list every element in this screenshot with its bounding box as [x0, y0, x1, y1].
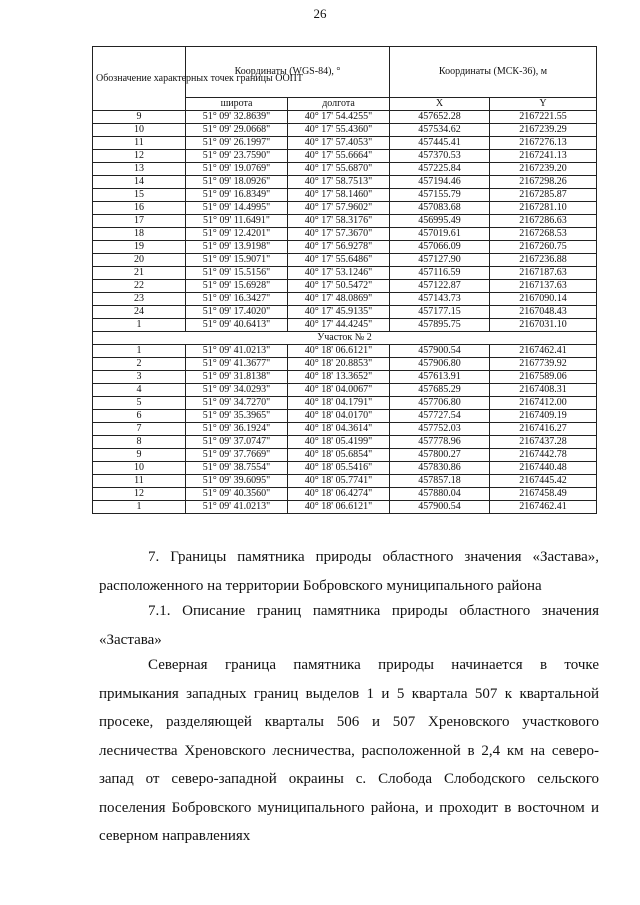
x-cell: 457225.84	[390, 163, 490, 176]
x-cell: 457900.54	[390, 345, 490, 358]
y-cell: 2167285.87	[490, 189, 597, 202]
lat-cell: 51° 09' 18.0926"	[186, 176, 288, 189]
x-cell: 457019.61	[390, 228, 490, 241]
point-cell: 11	[93, 137, 186, 150]
lat-cell: 51° 09' 12.4201"	[186, 228, 288, 241]
table-row	[93, 111, 597, 124]
x-cell: 457880.04	[390, 488, 490, 501]
lat-cell: 51° 09' 39.6095"	[186, 475, 288, 488]
lon-cell: 40° 17' 58.3176"	[288, 215, 390, 228]
lat-cell: 51° 09' 17.4020"	[186, 306, 288, 319]
lon-cell: 40° 18' 06.6121"	[288, 501, 390, 514]
point-cell: 22	[93, 280, 186, 293]
lat-cell: 51° 09' 15.5156"	[186, 267, 288, 280]
point-cell: 24	[93, 306, 186, 319]
y-cell: 2167298.26	[490, 176, 597, 189]
lon-cell: 40° 18' 05.6854"	[288, 449, 390, 462]
y-cell: 2167276.13	[490, 137, 597, 150]
lat-cell: 51° 09' 11.6491"	[186, 215, 288, 228]
lat-cell: 51° 09' 36.1924"	[186, 423, 288, 436]
y-cell: 2167412.00	[490, 397, 597, 410]
lon-cell: 40° 18' 04.0067"	[288, 384, 390, 397]
table-row	[93, 423, 597, 436]
point-cell: 2	[93, 358, 186, 371]
lat-cell: 51° 09' 16.8349"	[186, 189, 288, 202]
point-cell: 9	[93, 111, 186, 124]
y-cell: 2167187.63	[490, 267, 597, 280]
lon-cell: 40° 17' 55.6486"	[288, 254, 390, 267]
lat-cell: 51° 09' 41.0213"	[186, 501, 288, 514]
x-cell: 457194.46	[390, 176, 490, 189]
table-row	[93, 449, 597, 462]
lon-cell: 40° 18' 13.3652"	[288, 371, 390, 384]
y-cell: 2167090.14	[490, 293, 597, 306]
x-cell: 457127.90	[390, 254, 490, 267]
point-cell: 7	[93, 423, 186, 436]
x-cell: 457895.75	[390, 319, 490, 332]
lat-cell: 51° 09' 26.1997"	[186, 137, 288, 150]
header-point: Обозначение характерных точек границы ООПТ	[93, 47, 186, 111]
table-row	[93, 254, 597, 267]
lon-cell: 40° 17' 50.5472"	[288, 280, 390, 293]
lat-cell: 51° 09' 34.7270"	[186, 397, 288, 410]
table-row	[93, 462, 597, 475]
header-wgs: Координаты (WGS-84), °	[186, 47, 390, 98]
x-cell: 457727.54	[390, 410, 490, 423]
table-row	[93, 397, 597, 410]
point-cell: 1	[93, 345, 186, 358]
table-row	[93, 189, 597, 202]
lat-cell: 51° 09' 15.9071"	[186, 254, 288, 267]
lon-cell: 40° 17' 53.1246"	[288, 267, 390, 280]
lon-cell: 40° 18' 05.7741"	[288, 475, 390, 488]
point-cell: 6	[93, 410, 186, 423]
lat-cell: 51° 09' 40.3560"	[186, 488, 288, 501]
lat-cell: 51° 09' 40.6413"	[186, 319, 288, 332]
x-cell: 457122.87	[390, 280, 490, 293]
x-cell: 457830.86	[390, 462, 490, 475]
lon-cell: 40° 17' 56.9278"	[288, 241, 390, 254]
lat-cell: 51° 09' 15.6928"	[186, 280, 288, 293]
lat-cell: 51° 09' 13.9198"	[186, 241, 288, 254]
point-cell: 18	[93, 228, 186, 241]
table-row	[93, 241, 597, 254]
coordinates-table	[92, 46, 597, 514]
y-cell: 2167408.31	[490, 384, 597, 397]
point-cell: 4	[93, 384, 186, 397]
y-cell: 2167286.63	[490, 215, 597, 228]
x-cell: 457685.29	[390, 384, 490, 397]
lon-cell: 40° 17' 57.3670"	[288, 228, 390, 241]
lon-cell: 40° 17' 48.0869"	[288, 293, 390, 306]
table-row	[93, 384, 597, 397]
point-cell: 23	[93, 293, 186, 306]
y-cell: 2167031.10	[490, 319, 597, 332]
point-cell: 10	[93, 462, 186, 475]
x-cell: 457155.79	[390, 189, 490, 202]
lon-cell: 40° 17' 45.9135"	[288, 306, 390, 319]
lat-cell: 51° 09' 35.3965"	[186, 410, 288, 423]
x-cell: 457613.91	[390, 371, 490, 384]
table-row	[93, 501, 597, 514]
table-row	[93, 410, 597, 423]
y-cell: 2167268.53	[490, 228, 597, 241]
x-cell: 457857.18	[390, 475, 490, 488]
y-cell: 2167739.92	[490, 358, 597, 371]
header-y: Y	[490, 98, 597, 111]
lat-cell: 51° 09' 23.7590"	[186, 150, 288, 163]
lat-cell: 51° 09' 37.0747"	[186, 436, 288, 449]
y-cell: 2167239.29	[490, 124, 597, 137]
page-number: 26	[313, 6, 327, 21]
table-row	[93, 358, 597, 371]
point-cell: 21	[93, 267, 186, 280]
lat-cell: 51° 09' 34.0293"	[186, 384, 288, 397]
y-cell: 2167221.55	[490, 111, 597, 124]
y-cell: 2167260.75	[490, 241, 597, 254]
table-row	[93, 137, 597, 150]
lon-cell: 40° 18' 06.4274"	[288, 488, 390, 501]
lon-cell: 40° 17' 55.6870"	[288, 163, 390, 176]
point-cell: 20	[93, 254, 186, 267]
header-msk: Координаты (МСК-36), м	[390, 47, 597, 98]
table-row	[93, 215, 597, 228]
point-cell: 10	[93, 124, 186, 137]
lat-cell: 51° 09' 31.8138"	[186, 371, 288, 384]
point-cell: 17	[93, 215, 186, 228]
lon-cell: 40° 18' 20.8853"	[288, 358, 390, 371]
y-cell: 2167442.78	[490, 449, 597, 462]
point-cell: 15	[93, 189, 186, 202]
heading-section-7: 7. Границы памятника природы областного значения «Застава», расположенного на территории Бобровского муниципального района	[99, 549, 599, 594]
lat-cell: 51° 09' 32.8639"	[186, 111, 288, 124]
y-cell: 2167462.41	[490, 501, 597, 514]
lat-cell: 51° 09' 41.0213"	[186, 345, 288, 358]
x-cell: 457534.62	[390, 124, 490, 137]
y-cell: 2167416.27	[490, 423, 597, 436]
lon-cell: 40° 18' 05.4199"	[288, 436, 390, 449]
lat-cell: 51° 09' 19.0769"	[186, 163, 288, 176]
point-cell: 3	[93, 371, 186, 384]
table-row	[93, 163, 597, 176]
lon-cell: 40° 18' 04.1791"	[288, 397, 390, 410]
lon-cell: 40° 17' 58.1460"	[288, 189, 390, 202]
point-cell: 11	[93, 475, 186, 488]
x-cell: 457370.53	[390, 150, 490, 163]
table-row	[93, 488, 597, 501]
lon-cell: 40° 18' 04.3614"	[288, 423, 390, 436]
lon-cell: 40° 17' 54.4255"	[288, 111, 390, 124]
header-lat: широта	[186, 98, 288, 111]
x-cell: 457906.80	[390, 358, 490, 371]
x-cell: 457800.27	[390, 449, 490, 462]
y-cell: 2167048.43	[490, 306, 597, 319]
point-cell: 1	[93, 319, 186, 332]
point-cell: 12	[93, 150, 186, 163]
point-cell: 19	[93, 241, 186, 254]
table-section-divider	[93, 332, 597, 345]
point-cell: 13	[93, 163, 186, 176]
y-cell: 2167409.19	[490, 410, 597, 423]
table-body-section-1	[93, 111, 597, 332]
table-row	[93, 202, 597, 215]
table-row	[93, 371, 597, 384]
table-row	[93, 306, 597, 319]
lat-cell: 51° 09' 41.3677"	[186, 358, 288, 371]
x-cell: 457177.15	[390, 306, 490, 319]
point-cell: 1	[93, 501, 186, 514]
y-cell: 2167440.48	[490, 462, 597, 475]
y-cell: 2167239.20	[490, 163, 597, 176]
lon-cell: 40° 17' 44.4245"	[288, 319, 390, 332]
point-cell: 8	[93, 436, 186, 449]
x-cell: 457083.68	[390, 202, 490, 215]
table-row	[93, 345, 597, 358]
header-lon: долгота	[288, 98, 390, 111]
y-cell: 2167241.13	[490, 150, 597, 163]
table-row	[93, 228, 597, 241]
lat-cell: 51° 09' 37.7669"	[186, 449, 288, 462]
y-cell: 2167281.10	[490, 202, 597, 215]
x-cell: 457652.28	[390, 111, 490, 124]
y-cell: 2167137.63	[490, 280, 597, 293]
lat-cell: 51° 09' 16.3427"	[186, 293, 288, 306]
x-cell: 457066.09	[390, 241, 490, 254]
paragraph-description: Северная граница памятника природы начинается в точке примыкания западных границ выделов 1 и 5 квартала 507 к квартальной просеке, разделяющей кварталы 506 и 507 Хреновского участкового лесничества Хреновского лесничества, расположенной в 2,4 км на северо-запад от северо-западной окраины с. Слобода Слободского сельского поселения Бобровского муниципального района, и проходит в восточном и северном направлениях	[99, 657, 599, 844]
table-row	[93, 436, 597, 449]
y-cell: 2167462.41	[490, 345, 597, 358]
x-cell: 457900.54	[390, 501, 490, 514]
table-row	[93, 267, 597, 280]
x-cell: 457143.73	[390, 293, 490, 306]
point-cell: 14	[93, 176, 186, 189]
lon-cell: 40° 17' 57.9602"	[288, 202, 390, 215]
header-x: X	[390, 98, 490, 111]
y-cell: 2167437.28	[490, 436, 597, 449]
y-cell: 2167445.42	[490, 475, 597, 488]
point-cell: 9	[93, 449, 186, 462]
table-row	[93, 176, 597, 189]
table-body-section-2	[93, 345, 597, 514]
x-cell: 457778.96	[390, 436, 490, 449]
y-cell: 2167589.06	[490, 371, 597, 384]
x-cell: 457706.80	[390, 397, 490, 410]
y-cell: 2167236.88	[490, 254, 597, 267]
section-2-label: Участок № 2	[93, 332, 597, 345]
lon-cell: 40° 18' 06.6121"	[288, 345, 390, 358]
table-row	[93, 150, 597, 163]
x-cell: 457445.41	[390, 137, 490, 150]
table-row	[93, 475, 597, 488]
point-cell: 16	[93, 202, 186, 215]
lon-cell: 40° 17' 55.6664"	[288, 150, 390, 163]
lat-cell: 51° 09' 14.4995"	[186, 202, 288, 215]
heading-section-7-1: 7.1. Описание границ памятника природы областного значения «Застава»	[99, 603, 599, 648]
table-row	[93, 280, 597, 293]
table-row	[93, 319, 597, 332]
point-cell: 5	[93, 397, 186, 410]
x-cell: 456995.49	[390, 215, 490, 228]
lat-cell: 51° 09' 38.7554"	[186, 462, 288, 475]
y-cell: 2167458.49	[490, 488, 597, 501]
lon-cell: 40° 18' 05.5416"	[288, 462, 390, 475]
lon-cell: 40° 17' 58.7513"	[288, 176, 390, 189]
table-row	[93, 293, 597, 306]
point-cell: 12	[93, 488, 186, 501]
lat-cell: 51° 09' 29.0668"	[186, 124, 288, 137]
x-cell: 457116.59	[390, 267, 490, 280]
lon-cell: 40° 17' 57.4053"	[288, 137, 390, 150]
lon-cell: 40° 18' 04.0170"	[288, 410, 390, 423]
lon-cell: 40° 17' 55.4360"	[288, 124, 390, 137]
x-cell: 457752.03	[390, 423, 490, 436]
table-row	[93, 124, 597, 137]
